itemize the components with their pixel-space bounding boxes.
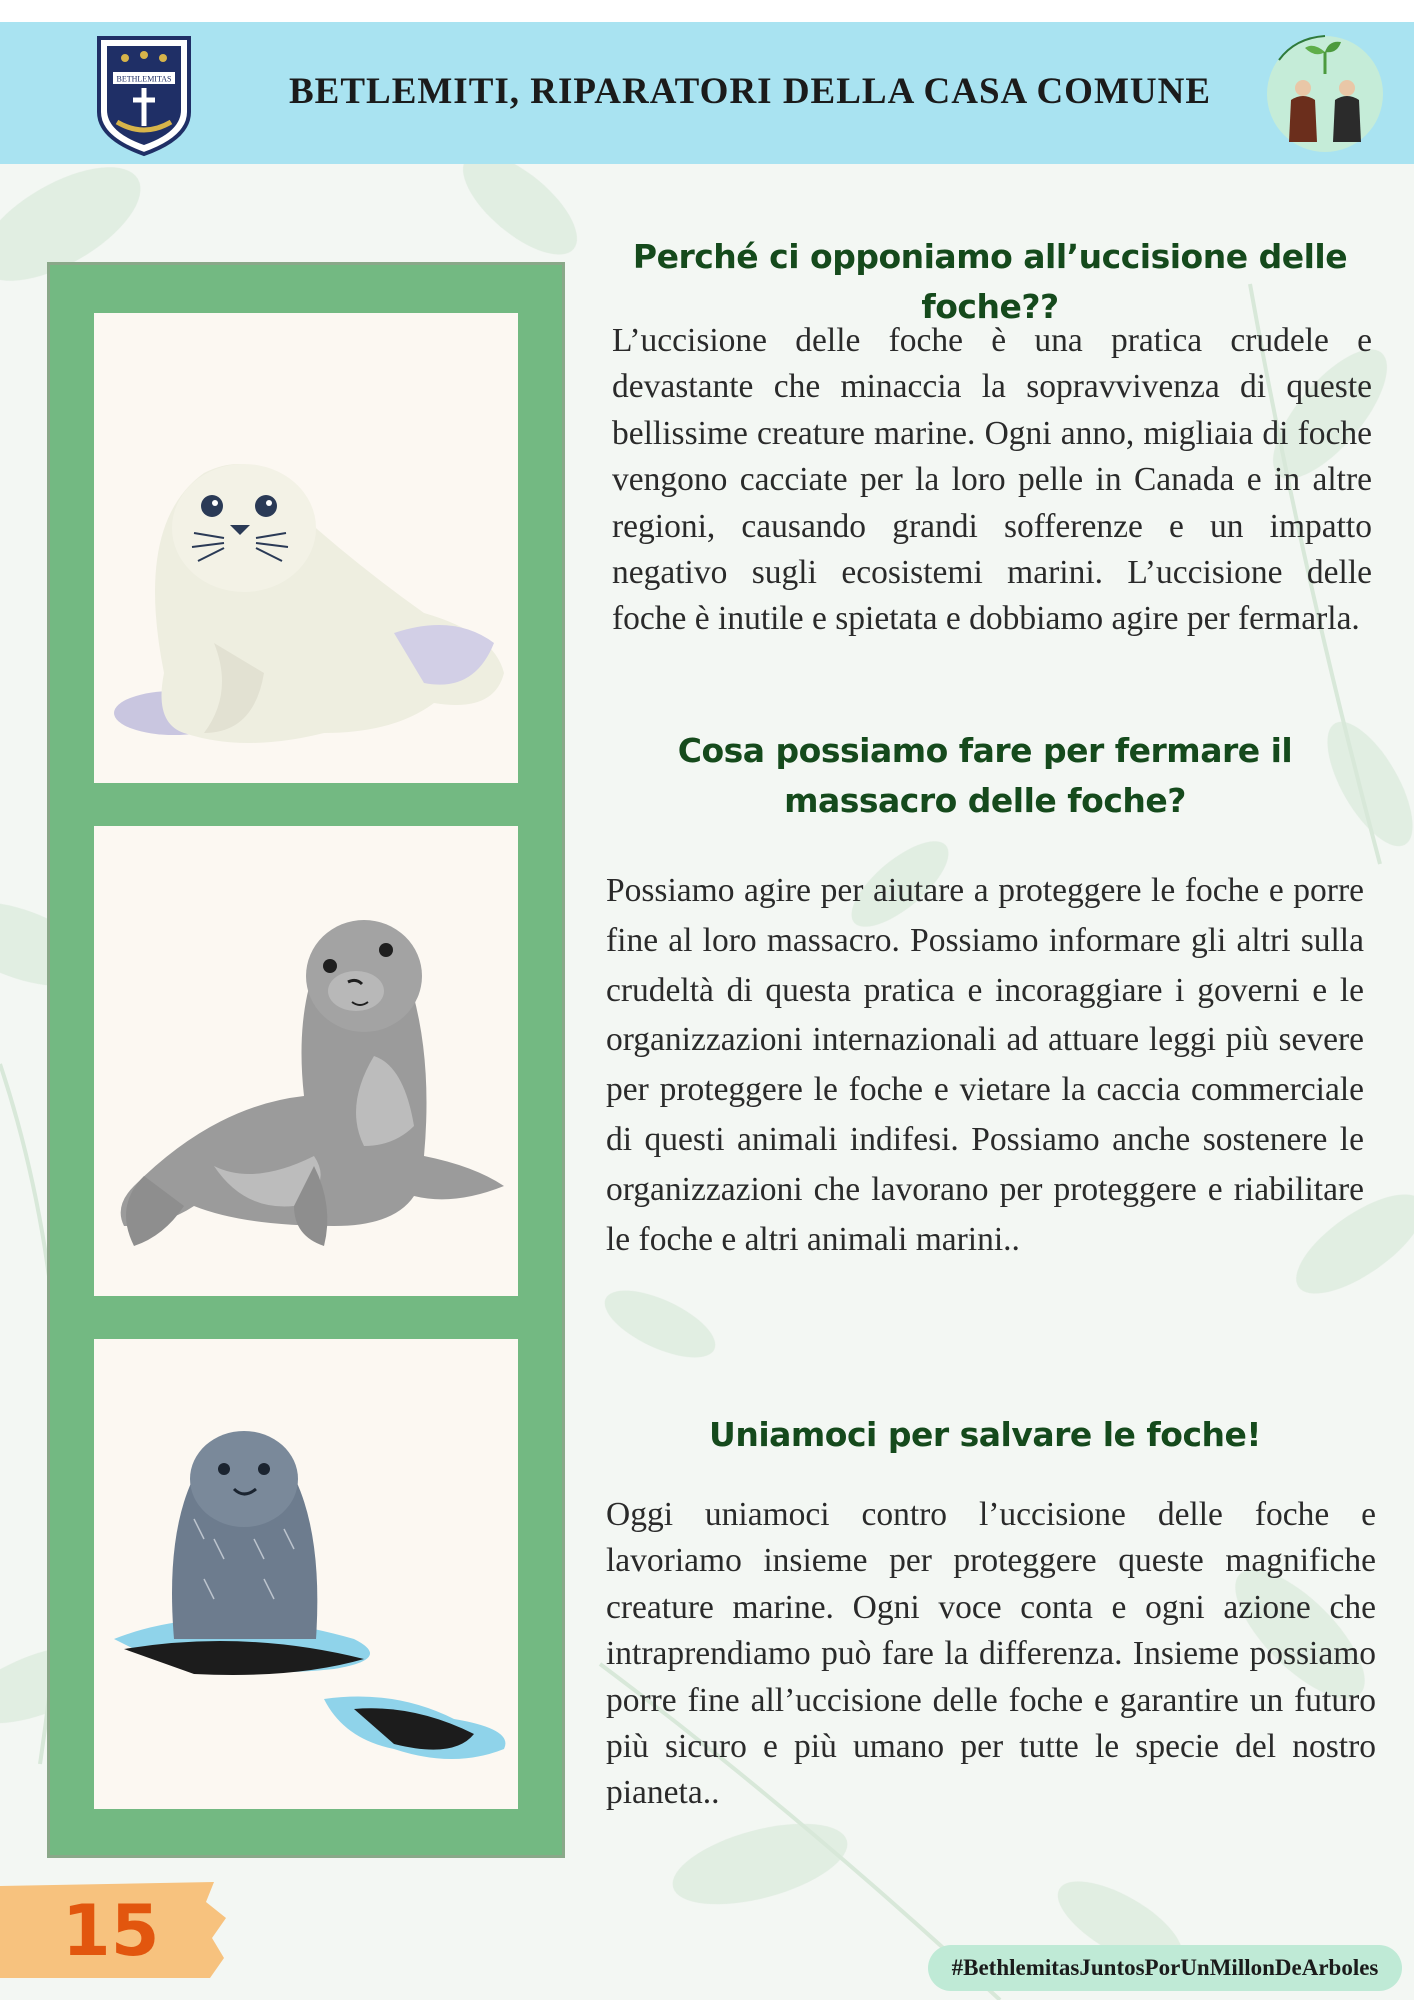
section-2-heading: Cosa possiamo fare per fermare il massacro delle foche? (677, 731, 1293, 820)
panel-seal-in-ice-hole (94, 1339, 518, 1809)
section-1-body: L’uccisione delle foche è una pratica crudele e devastante che minaccia la sopravvivenza di queste bellissime creature marine. Ogni anno, migliaia di foche vengono cacciate per la loro pelle in Canada e in altre regioni, causando grandi sofferenze e un impatto negativo sugli ecosistemi marini. L’uccisione delle foche è inutile e spietata e dobbiamo agire per fermarla. (612, 322, 1372, 638)
section-3-body: Oggi uniamoci contro l’uccisione delle foche e lavoriamo insieme per proteggere queste magnifiche creature marine. Ogni voce conta e ogni azione che intraprendiamo può fare la differenza. Insieme possiamo porre fine all’uccisione delle foche e garantire un futuro più sicuro e più umano per tutte le specie del nostro pianeta.. (606, 1496, 1376, 1812)
crest-text: BETHLEMITAS (116, 74, 172, 84)
section-1-heading: Perché ci opponiamo all’uccisione delle foche?? (632, 237, 1348, 326)
page-number: 15 (62, 1890, 160, 1972)
header-banner (0, 22, 1414, 164)
page-number-tab (0, 1882, 228, 1978)
bethlemitas-logo (1265, 30, 1385, 158)
white-seal-pup-illustration (94, 313, 518, 783)
section-2-body: Possiamo agire per aiutare a proteggere le foche e porre fine al loro massacro. Possiamo informare gli altri sulla crudeltà di questa pratica e incoraggiare i governi e le organizzazioni internazionali ad attuare leggi più severe per proteggere le foche e vietare la caccia commerciale di questi animali indifesi. Possiamo anche sostenere le organizzazioni che lavorano per proteggere e riabilitare le foche e altri animali marini.. (606, 872, 1364, 1258)
header-title: BETLEMITI, RIPARATORI DELLA CASA COMUNE (288, 71, 1211, 112)
illustration-frame (47, 262, 565, 1858)
grey-seal-illustration (94, 826, 518, 1296)
seal-in-ice-hole-illustration (94, 1339, 518, 1809)
panel-white-seal-pup (94, 313, 518, 783)
panel-grey-seal (94, 826, 518, 1296)
top-strip (0, 0, 1414, 22)
hashtag-badge: #BethlemitasJuntosPorUnMillonDeArboles (928, 1945, 1402, 1991)
section-3-heading: Uniamoci per salvare le foche! (709, 1415, 1261, 1454)
crest-logo (95, 34, 193, 158)
